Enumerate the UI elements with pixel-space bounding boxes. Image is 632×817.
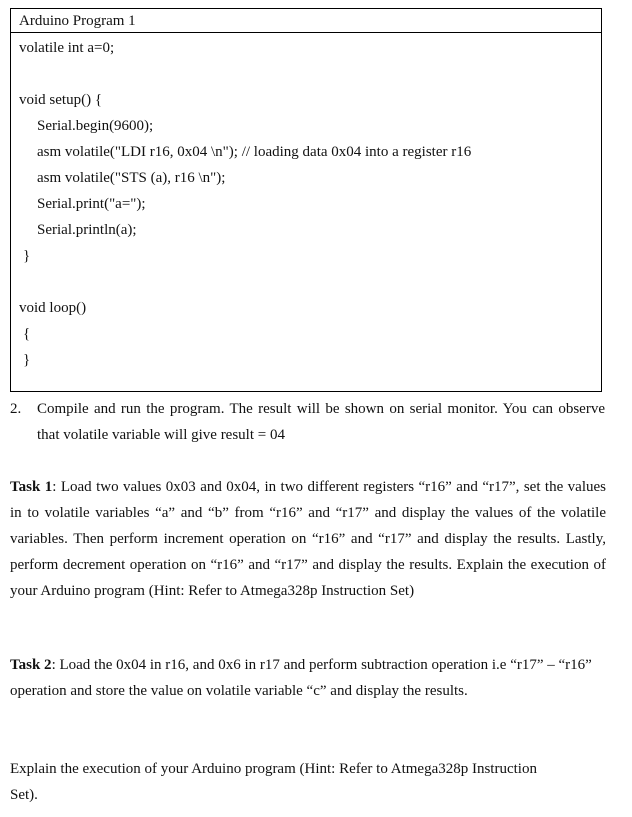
task-2-paragraph	[10, 652, 606, 704]
task-1-paragraph	[10, 474, 606, 604]
task-2-label: Task 2	[10, 657, 52, 673]
code-line-5: asm volatile("LDI r16, 0x04 \n"); // loading data 0x04 into a register r16	[37, 144, 472, 160]
program-title: Arduino Program 1	[11, 9, 601, 33]
code-line-9: }	[23, 248, 31, 264]
task-1-text: : Load two values 0x03 and 0x04, in two different registers “r16” and “r17”, set the values in to volatile variables “a” and “b” from “r16” and “r17” and display the values of the volatile variables. Then perform increment operation on “r16” and “r17” and display the results. Lastly, perform decrement operation on “r16” and “r17” and display the results. Explain the execution of your Arduino program (Hint: Refer to Atmega328p Instruction Set)	[10, 479, 607, 599]
task-1-label: Task 1	[10, 479, 53, 495]
code-line-13: }	[23, 352, 31, 368]
code-line-1: volatile int a=0;	[19, 40, 115, 56]
code-line-6: asm volatile("STS (a), r16 \n");	[37, 170, 226, 186]
step-number: 2.	[10, 401, 22, 417]
step-2	[10, 396, 606, 448]
step-text: Compile and run the program. The result will be shown on serial monitor. You can observe that volatile variable will give result = 04	[37, 401, 605, 443]
code-line-7: Serial.print("a=");	[37, 196, 146, 212]
code-line-3: void setup() {	[19, 92, 103, 108]
task-2-text: : Load the 0x04 in r16, and 0x6 in r17 and perform subtraction operation i.e “r17” – “r16” operation and store the value on volatile variable “c” and display the results.	[10, 657, 592, 699]
closing-paragraph: Explain the execution of your Arduino program (Hint: Refer to Atmega328p Instruction Set).	[10, 761, 537, 803]
code-line-8: Serial.println(a);	[37, 222, 137, 238]
code-line-11: void loop()	[19, 300, 87, 316]
code-line-12: {	[23, 326, 31, 342]
program-box	[10, 8, 602, 392]
code-line-4: Serial.begin(9600);	[37, 118, 154, 134]
